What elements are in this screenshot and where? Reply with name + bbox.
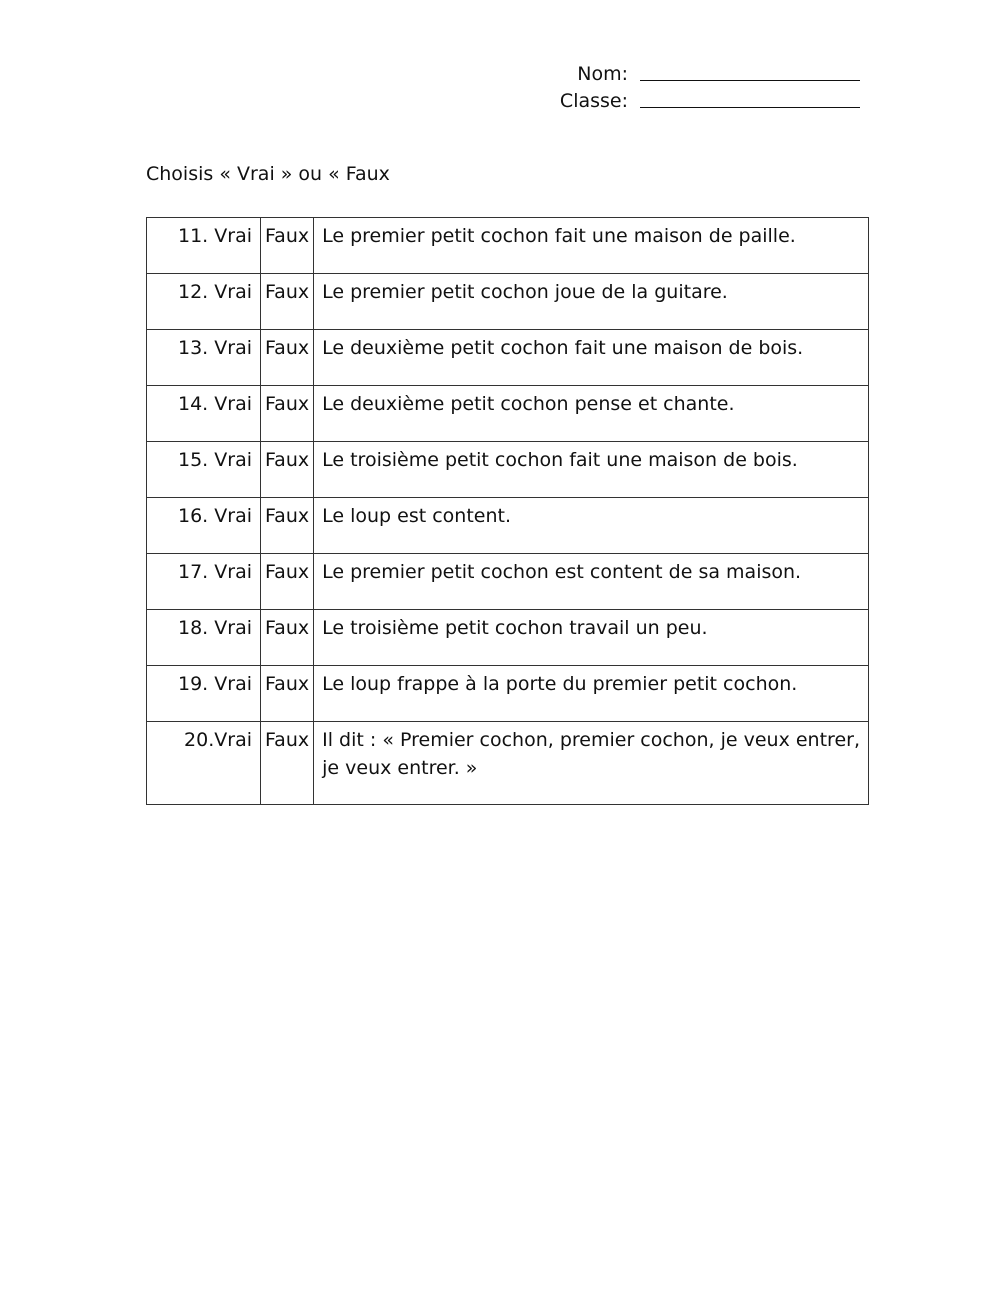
vrai-option[interactable]: 11. Vrai (147, 218, 261, 274)
vrai-option[interactable]: 14. Vrai (147, 386, 261, 442)
table-row (147, 218, 869, 274)
table-row (147, 386, 869, 442)
vrai-option[interactable]: 20.Vrai (147, 722, 261, 805)
name-label: Nom: (577, 63, 628, 85)
statement: Le premier petit cochon fait une maison de paille. (314, 218, 869, 274)
vrai-option[interactable]: 16. Vrai (147, 498, 261, 554)
faux-option[interactable]: Faux (261, 666, 314, 722)
class-blank[interactable] (640, 107, 860, 108)
statement: Il dit : « Premier cochon, premier cochon, je veux entrer, je veux entrer. » (314, 722, 869, 805)
true-false-table (146, 217, 869, 805)
statement: Le deuxième petit cochon pense et chante. (314, 386, 869, 442)
name-row (520, 58, 860, 85)
table-row (147, 722, 869, 805)
vrai-option[interactable]: 19. Vrai (147, 666, 261, 722)
vrai-option[interactable]: 17. Vrai (147, 554, 261, 610)
vrai-option[interactable]: 15. Vrai (147, 442, 261, 498)
student-info (520, 58, 860, 112)
table-row (147, 330, 869, 386)
faux-option[interactable]: Faux (261, 722, 314, 805)
statement: Le loup est content. (314, 498, 869, 554)
table-row (147, 442, 869, 498)
table-row (147, 554, 869, 610)
table-row (147, 610, 869, 666)
statement: Le premier petit cochon est content de sa maison. (314, 554, 869, 610)
vrai-option[interactable]: 18. Vrai (147, 610, 261, 666)
faux-option[interactable]: Faux (261, 218, 314, 274)
faux-option[interactable]: Faux (261, 498, 314, 554)
table-row (147, 666, 869, 722)
table-row (147, 498, 869, 554)
faux-option[interactable]: Faux (261, 442, 314, 498)
statement: Le troisième petit cochon travail un peu. (314, 610, 869, 666)
name-blank[interactable] (640, 80, 860, 81)
statement: Le troisième petit cochon fait une maison de bois. (314, 442, 869, 498)
faux-option[interactable]: Faux (261, 274, 314, 330)
class-row (520, 85, 860, 112)
faux-option[interactable]: Faux (261, 386, 314, 442)
statement: Le premier petit cochon joue de la guitare. (314, 274, 869, 330)
vrai-option[interactable]: 13. Vrai (147, 330, 261, 386)
faux-option[interactable]: Faux (261, 554, 314, 610)
statement: Le loup frappe à la porte du premier petit cochon. (314, 666, 869, 722)
class-label: Classe: (559, 90, 628, 112)
table-row (147, 274, 869, 330)
faux-option[interactable]: Faux (261, 330, 314, 386)
statement: Le deuxième petit cochon fait une maison de bois. (314, 330, 869, 386)
vrai-option[interactable]: 12. Vrai (147, 274, 261, 330)
instructions: Choisis « Vrai » ou « Faux (146, 163, 390, 185)
faux-option[interactable]: Faux (261, 610, 314, 666)
